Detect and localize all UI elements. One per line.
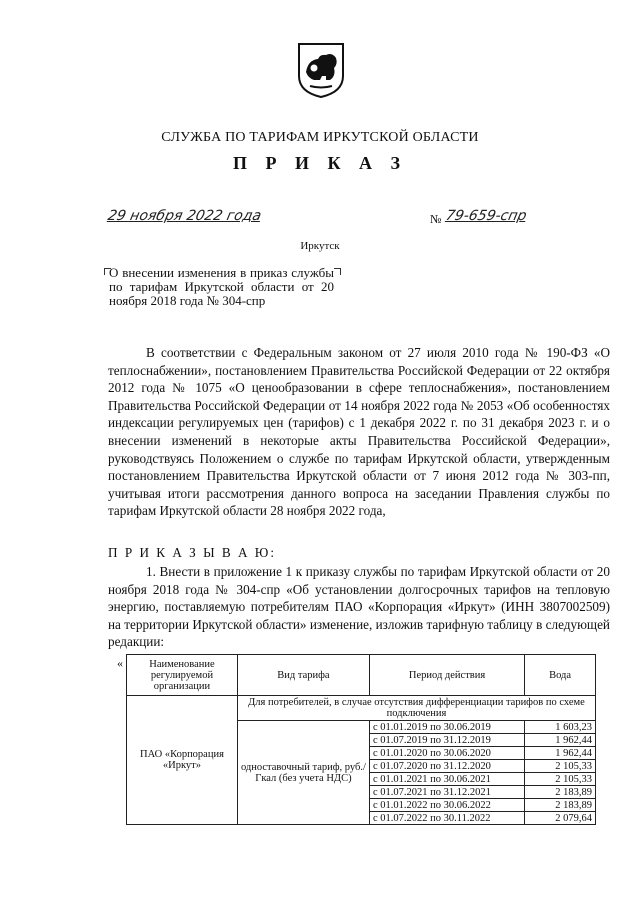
header-period: Период действия bbox=[369, 655, 524, 696]
coat-of-arms-icon bbox=[296, 42, 346, 98]
value-cell: 2 105,33 bbox=[525, 773, 596, 786]
period-cell: с 01.01.2022 по 30.06.2022 bbox=[369, 799, 524, 812]
period-cell: с 01.07.2019 по 31.12.2019 bbox=[369, 734, 524, 747]
organization-cell: ПАО «Корпорация «Иркут» bbox=[127, 696, 238, 825]
period-cell: с 01.07.2022 по 30.11.2022 bbox=[369, 812, 524, 825]
value-cell: 2 183,89 bbox=[525, 799, 596, 812]
value-cell: 2 183,89 bbox=[525, 786, 596, 799]
order-word: П Р И К А З Ы В А Ю: bbox=[108, 545, 277, 560]
header-tariff-kind: Вид тарифа bbox=[237, 655, 369, 696]
period-cell: с 01.01.2020 по 30.06.2020 bbox=[369, 747, 524, 760]
tariff-kind-cell: одноставочный тариф, руб./Гкал (без учета НДС) bbox=[237, 721, 369, 825]
header-organization: Наименование регулируемой организации bbox=[127, 655, 238, 696]
table-subheader-row bbox=[127, 696, 596, 721]
tariff-table bbox=[126, 654, 596, 825]
preamble-paragraph: В соответствии с Федеральным законом от 27 июля 2010 года № 190-ФЗ «О теплоснабжении», постановлением Правительства Российской Федерации от 22 октября 2012 года № 1075 «О ценообразовании в сфере теплоснабжения», постановлением Правительства Российской Федерации от 14 ноября 2022 года № 2053 «Об особенностях индексации регулируемых цен (тарифов) с 1 декабря 2022 г. по 31 декабря 2023 г. и о внесении изменений в некоторые акты Правительства Российской Федерации», руководствуясь Положением о службе по тарифам Иркутской области, утвержденным постановлением Правительства Иркутской области от 7 июня 2012 года № 303-пп, учитывая итоги рассмотрения данного вопроса на заседании Правления службы по тарифам Иркутской области 28 ноября 2022 года, bbox=[108, 345, 610, 519]
value-cell: 2 079,64 bbox=[525, 812, 596, 825]
period-cell: с 01.07.2021 по 31.12.2021 bbox=[369, 786, 524, 799]
value-cell: 2 105,33 bbox=[525, 760, 596, 773]
opening-quote: « bbox=[117, 656, 123, 670]
table-header-row bbox=[127, 655, 596, 696]
handwritten-date: 29 ноября 2022 года bbox=[106, 208, 263, 224]
subject-bracket-right bbox=[334, 268, 341, 275]
period-cell: с 01.01.2019 по 30.06.2019 bbox=[369, 721, 524, 734]
subheader-cell: Для потребителей, в случае отсутствия дифференциации тарифов по схеме подключения bbox=[237, 696, 595, 721]
value-cell: 1 962,44 bbox=[525, 747, 596, 760]
header-water: Вода bbox=[525, 655, 596, 696]
handwritten-number: 79-659-спр bbox=[444, 208, 529, 224]
period-cell: с 01.01.2021 по 30.06.2021 bbox=[369, 773, 524, 786]
order-item-1: 1. Внести в приложение 1 к приказу службы по тарифам Иркутской области от 20 ноября 2018 года № 304-спр «Об установлении долгосрочных тарифов на тепловую энергию, поставляемую потребителям ПАО «Корпорация «Иркут» (ИНН 3807002509) на территории Иркутской области» изменение, изложив тарифную таблицу в следующей редакции: bbox=[108, 564, 610, 650]
order-subject: О внесении изменения в приказ службы по тарифам Иркутской области от 20 ноября 2018 года № 304-спр bbox=[109, 265, 334, 308]
period-cell: с 01.07.2020 по 31.12.2020 bbox=[369, 760, 524, 773]
city: Иркутск bbox=[300, 240, 340, 252]
number-label: № bbox=[430, 212, 442, 226]
value-cell: 1 962,44 bbox=[525, 734, 596, 747]
value-cell: 1 603,23 bbox=[525, 721, 596, 734]
document-type: П Р И К А З bbox=[232, 153, 408, 173]
agency-name: СЛУЖБА ПО ТАРИФАМ ИРКУТСКОЙ ОБЛАСТИ bbox=[161, 130, 479, 145]
